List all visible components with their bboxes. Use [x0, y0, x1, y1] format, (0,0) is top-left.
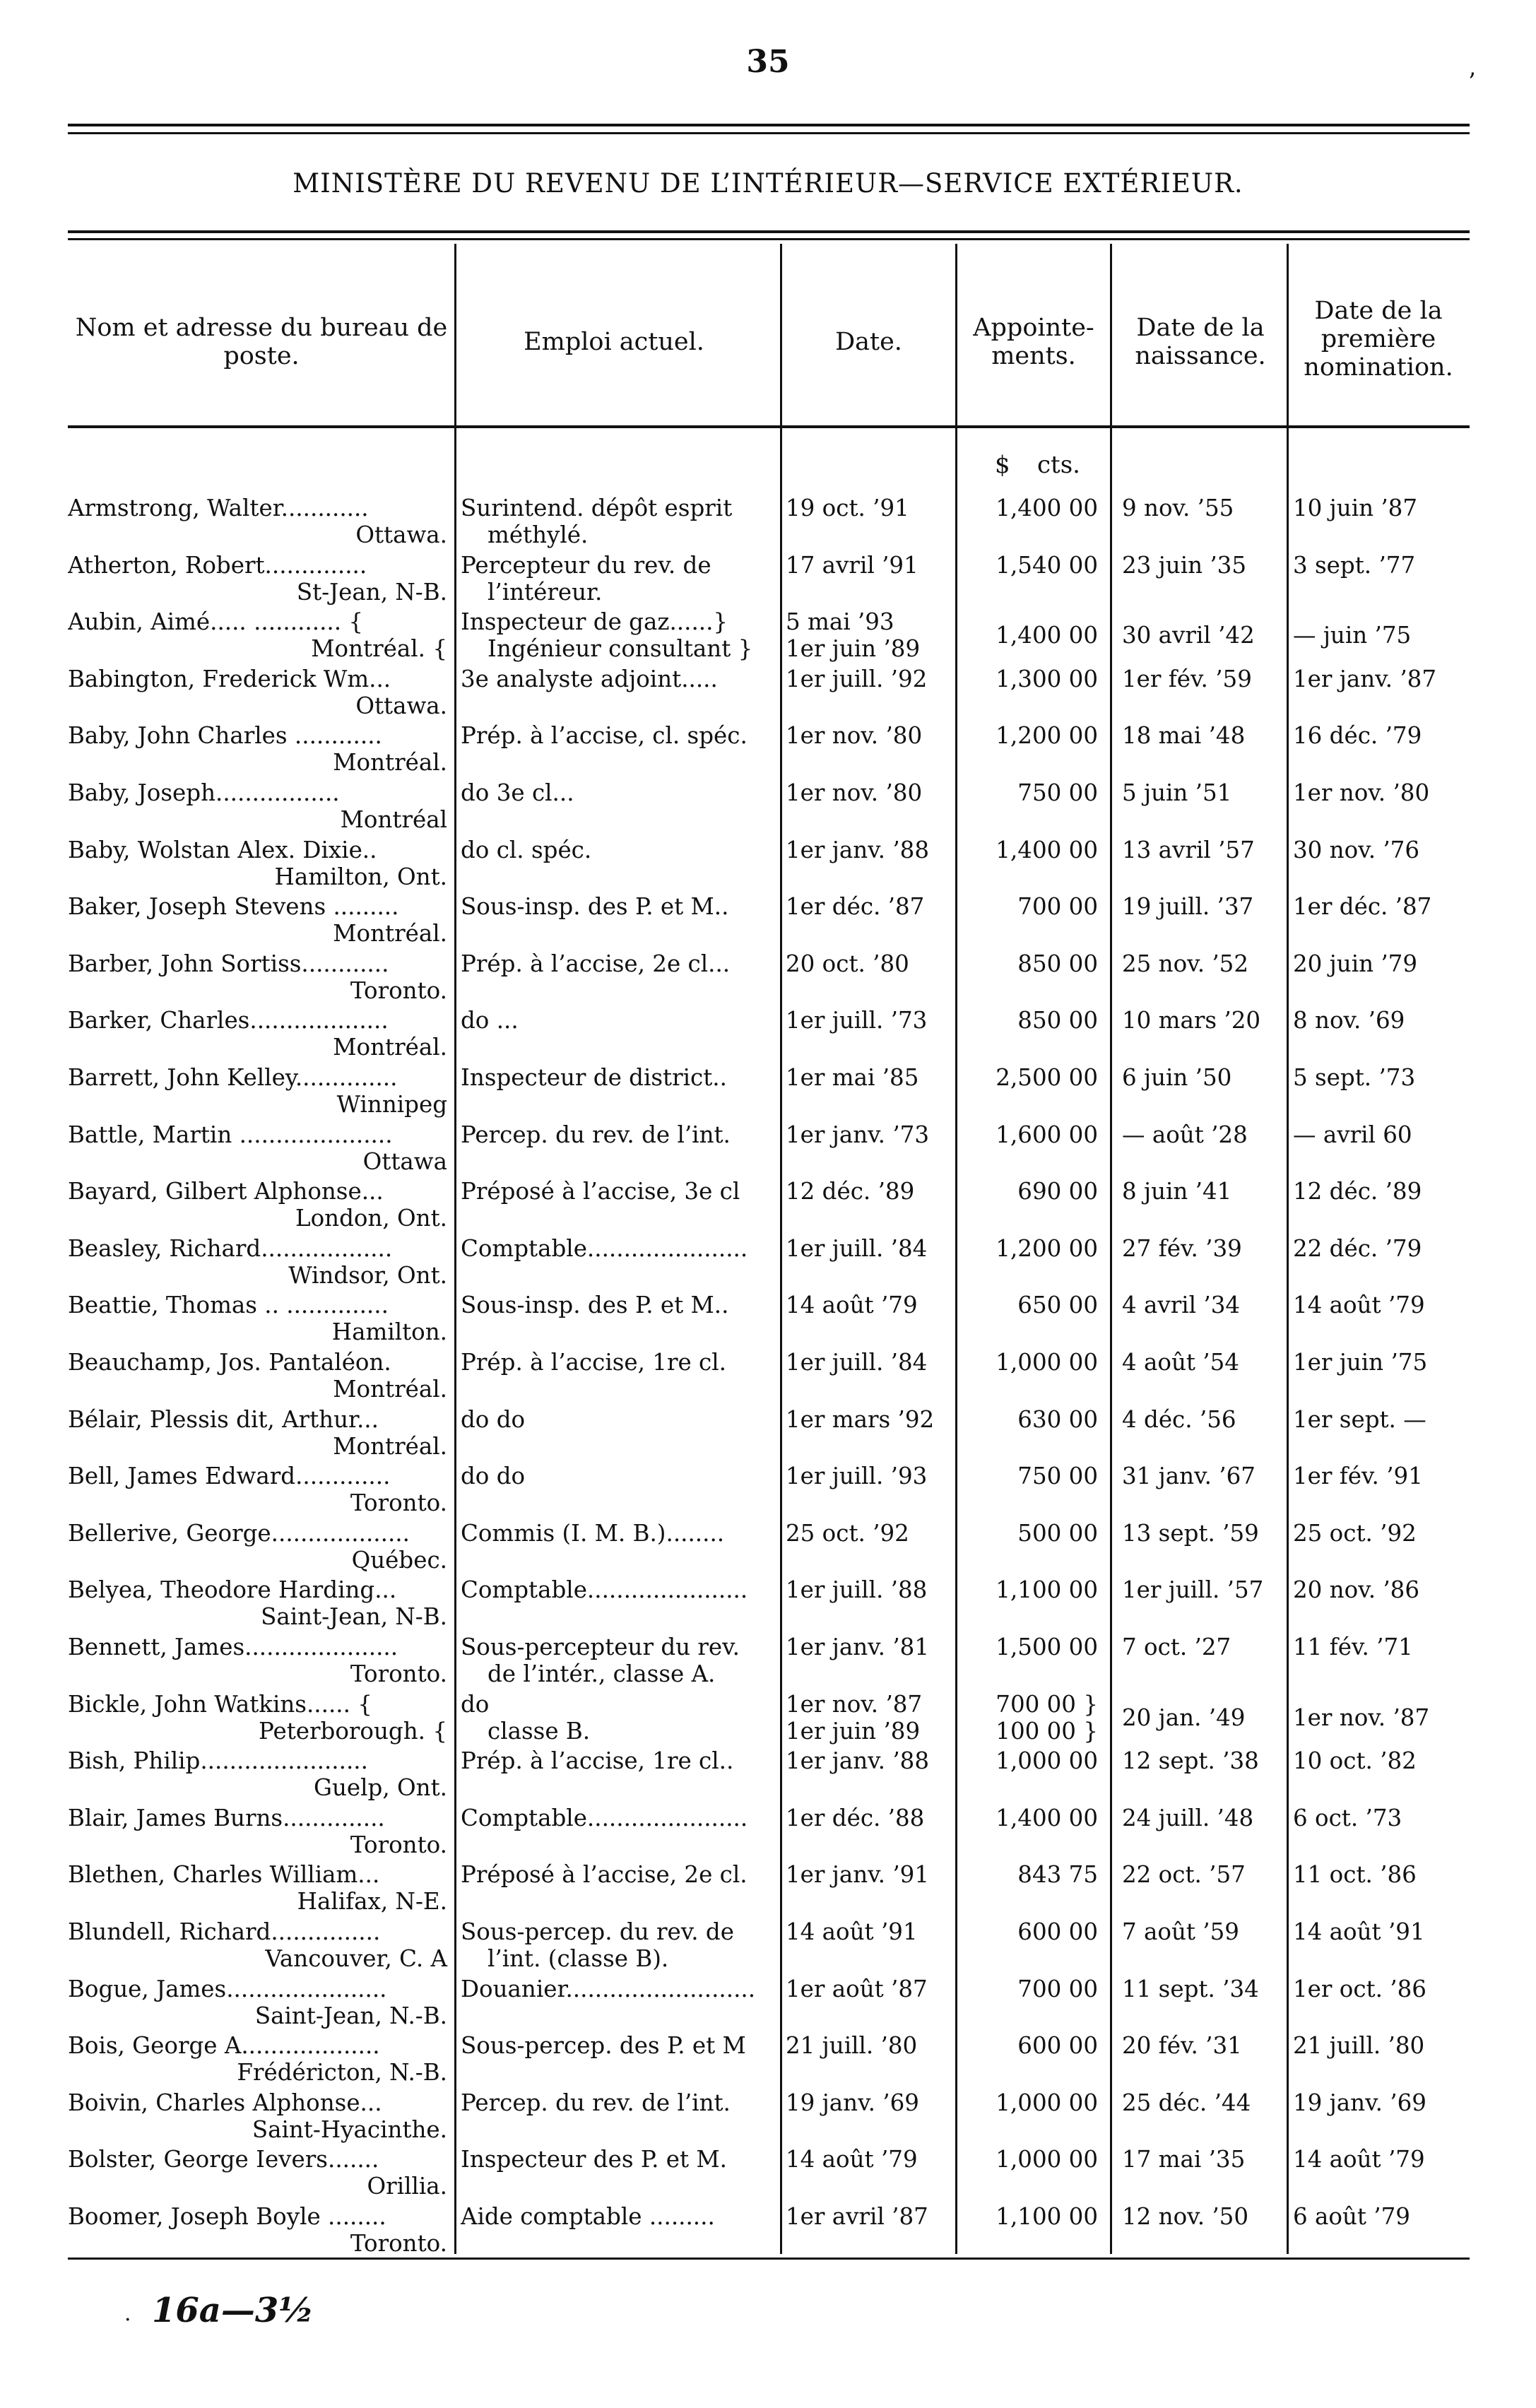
cell-appointements: 750 00 [1017, 779, 1098, 806]
cell-address: Toronto. [350, 1660, 447, 1687]
cell-address: Ottawa [362, 1148, 447, 1175]
cell-date: 1er juill. ’88 [786, 1576, 928, 1603]
cell-emploi: do do [461, 1463, 526, 1489]
cell-nomination: 1er sept. — [1293, 1406, 1426, 1433]
cell-naissance: 1er juill. ’57 [1122, 1576, 1264, 1603]
footer-rule [68, 2258, 1470, 2260]
cell-emploi: Sous-insp. des P. et M.. [461, 1292, 729, 1318]
cell-date: 12 déc. ’89 [786, 1178, 915, 1205]
cell-nomination: 22 déc. ’79 [1293, 1235, 1422, 1262]
cell-address: Halifax, N-E. [297, 1888, 447, 1915]
cell-appointements: 1,540 00 [996, 552, 1098, 579]
cell-nomination: 1er janv. ’87 [1293, 666, 1437, 692]
column-header-emploi: Emploi actuel. [524, 328, 704, 356]
cell-naissance: 30 avril ’42 [1122, 622, 1255, 649]
cell-emploi-continued: l’intéreur. [488, 579, 603, 606]
cell-emploi-continued: l’int. (classe B). [488, 1945, 669, 1972]
cell-nomination: 14 août ’91 [1293, 1918, 1425, 1945]
cell-emploi-continued: Ingénieur consultant } [488, 635, 753, 662]
cell-naissance: 18 mai ’48 [1122, 722, 1246, 749]
cell-name: Bélair, Plessis dit, Arthur... [68, 1406, 379, 1433]
cell-emploi: Sous-insp. des P. et M.. [461, 893, 729, 920]
cell-emploi: Prép. à l’accise, cl. spéc. [461, 722, 748, 749]
cell-appointements: 1,400 00 [996, 837, 1098, 863]
cell-date: 1er janv. ’73 [786, 1121, 930, 1148]
cell-name: Barrett, John Kelley.............. [68, 1064, 398, 1091]
cell-emploi: Douanier.......................... [461, 1976, 756, 2002]
cell-appointements: 630 00 [1017, 1406, 1098, 1433]
cell-naissance: — août ’28 [1122, 1121, 1248, 1148]
cell-date: 1er juill. ’84 [786, 1349, 928, 1376]
cell-address: London, Ont. [295, 1205, 447, 1232]
cell-naissance: 13 avril ’57 [1122, 837, 1255, 863]
cell-name: Blethen, Charles William... [68, 1861, 380, 1888]
cell-appointements: 600 00 [1017, 2032, 1098, 2059]
cell-name: Beasley, Richard.................. [68, 1235, 393, 1262]
cell-nomination: 8 nov. ’69 [1293, 1007, 1405, 1034]
cell-naissance: 8 juin ’41 [1122, 1178, 1232, 1205]
cell-name: Beauchamp, Jos. Pantaléon. [68, 1349, 391, 1376]
column-header-date: Date. [835, 328, 902, 356]
cell-address: Montréal. [333, 1433, 447, 1460]
cell-date: 1er nov. ’80 [786, 722, 923, 749]
cell-date: 1er juill. ’84 [786, 1235, 928, 1262]
cell-address: Montréal [340, 806, 447, 833]
cell-appointements: 700 00 [1017, 1976, 1098, 2002]
cell-appointements: 843 75 [1017, 1861, 1098, 1888]
cell-naissance: 4 août ’54 [1122, 1349, 1239, 1376]
cell-nomination: 20 nov. ’86 [1293, 1576, 1420, 1603]
cell-address: Saint-Hyacinthe. [252, 2116, 447, 2143]
cell-nomination: 1er nov. ’80 [1293, 779, 1430, 806]
page-number: 35 [746, 44, 790, 80]
cell-nomination: 1er déc. ’87 [1293, 893, 1432, 920]
cell-name: Bish, Philip....................... [68, 1747, 368, 1774]
cell-appointements: 500 00 [1017, 1520, 1098, 1547]
cell-name: Bayard, Gilbert Alphonse... [68, 1178, 384, 1205]
cell-nomination: 11 fév. ’71 [1293, 1634, 1413, 1660]
cell-name: Boomer, Joseph Boyle ........ [68, 2203, 386, 2230]
cell-nomination: 5 sept. ’73 [1293, 1064, 1416, 1091]
cell-appointements: 700 00 [1017, 893, 1098, 920]
cell-emploi: do cl. spéc. [461, 837, 592, 863]
cell-appointements: 600 00 [1017, 1918, 1098, 1945]
cell-emploi: Inspecteur de district.. [461, 1064, 727, 1091]
cell-naissance: 6 juin ’50 [1122, 1064, 1232, 1091]
cell-naissance: 1er fév. ’59 [1122, 666, 1252, 692]
cell-naissance: 23 juin ’35 [1122, 552, 1247, 579]
cell-nomination: 16 déc. ’79 [1293, 722, 1422, 749]
cell-naissance: 4 déc. ’56 [1122, 1406, 1236, 1433]
cell-date: 25 oct. ’92 [786, 1520, 909, 1547]
column-divider-4 [1110, 244, 1112, 2254]
cell-emploi-continued: classe B. [488, 1718, 591, 1745]
header-double-rule-2 [68, 238, 1470, 240]
cell-name: Blair, James Burns.............. [68, 1805, 385, 1831]
cell-name: Bickle, John Watkins...... { [68, 1691, 372, 1718]
cell-name: Baby, Joseph................. [68, 779, 340, 806]
cell-naissance: 17 mai ’35 [1122, 2146, 1246, 2173]
cell-naissance: 20 fév. ’31 [1122, 2032, 1242, 2059]
header-bottom-rule [68, 425, 1470, 428]
cell-nomination: 12 déc. ’89 [1293, 1178, 1422, 1205]
cell-emploi: Prép. à l’accise, 2e cl... [461, 950, 731, 977]
cell-emploi: 3e analyste adjoint..... [461, 666, 718, 692]
cell-emploi: Percep. du rev. de l’int. [461, 2089, 731, 2116]
cell-address: Ottawa. [355, 521, 447, 548]
cell-emploi: do do [461, 1406, 526, 1433]
cell-name: Babington, Frederick Wm... [68, 666, 391, 692]
cell-emploi: Préposé à l’accise, 3e cl [461, 1178, 740, 1205]
cell-emploi: Préposé à l’accise, 2e cl. [461, 1861, 748, 1888]
column-divider-5 [1287, 244, 1289, 2254]
cell-address: Peterborough. { [259, 1718, 447, 1745]
cell-appointements: 1,100 00 [996, 2203, 1098, 2230]
cell-name: Bellerive, George................... [68, 1520, 410, 1547]
cell-date: 1er janv. ’81 [786, 1634, 930, 1660]
cell-date-second: 1er juin ’89 [786, 1718, 921, 1745]
cell-naissance: 24 juill. ’48 [1122, 1805, 1254, 1831]
column-divider-1 [454, 244, 456, 2254]
cell-appointements: 1,400 00 [996, 1805, 1098, 1831]
cell-date: 1er janv. ’88 [786, 837, 930, 863]
cell-naissance: 22 oct. ’57 [1122, 1861, 1246, 1888]
column-header-appointements: Appointe-ments. [973, 314, 1094, 370]
column-header-naissance: Date de la naissance. [1135, 314, 1266, 370]
cell-emploi: Prép. à l’accise, 1re cl. [461, 1349, 726, 1376]
cell-address: Montréal. [333, 1376, 447, 1403]
header-double-rule-1 [68, 230, 1470, 233]
cell-date: 14 août ’91 [786, 1918, 918, 1945]
bottom-mark: · [124, 2308, 131, 2332]
cell-emploi: do ... [461, 1007, 519, 1034]
cell-name: Armstrong, Walter............ [68, 495, 369, 521]
cell-naissance: 20 jan. ’49 [1122, 1704, 1246, 1731]
cell-appointements: 850 00 [1017, 950, 1098, 977]
cell-appointements: 1,000 00 [996, 1349, 1098, 1376]
cell-date: 19 janv. ’69 [786, 2089, 919, 2116]
cell-date: 1er juill. ’92 [786, 666, 928, 692]
cell-nomination: 10 oct. ’82 [1293, 1747, 1417, 1774]
cell-date: 1er juill. ’93 [786, 1463, 928, 1489]
cell-name: Blundell, Richard............... [68, 1918, 381, 1945]
cell-address: Ottawa. [355, 692, 447, 719]
cell-emploi: Sous-percep. des P. et M [461, 2032, 746, 2059]
cell-address: Vancouver, C. A [265, 1945, 447, 1972]
cell-name: Bogue, James...................... [68, 1976, 387, 2002]
cell-address: Toronto. [350, 1489, 447, 1516]
cell-date: 1er déc. ’87 [786, 893, 925, 920]
cell-naissance: 31 janv. ’67 [1122, 1463, 1256, 1489]
column-header-nomination: Date de la première nomination. [1304, 297, 1453, 382]
top-double-rule-1 [68, 124, 1470, 126]
cell-naissance: 12 sept. ’38 [1122, 1747, 1259, 1774]
cell-appointements: 1,000 00 [996, 2089, 1098, 2116]
cell-address: Orillia. [367, 2173, 447, 2200]
cell-naissance: 19 juill. ’37 [1122, 893, 1254, 920]
column-divider-3 [955, 244, 957, 2254]
cell-name: Boivin, Charles Alphonse... [68, 2089, 382, 2116]
column-header-name: Nom et adresse du bureau de poste. [75, 314, 448, 370]
cell-name: Bell, James Edward............. [68, 1463, 391, 1489]
cell-naissance: 5 juin ’51 [1122, 779, 1232, 806]
cell-name: Barker, Charles................... [68, 1007, 389, 1034]
cell-emploi: Prép. à l’accise, 1re cl.. [461, 1747, 734, 1774]
cell-naissance: 12 nov. ’50 [1122, 2203, 1249, 2230]
page-title: MINISTÈRE DU REVENU DE L’INTÉRIEUR—SERVICE EXTÉRIEUR. [293, 168, 1243, 199]
cell-appointements: 1,600 00 [996, 1121, 1098, 1148]
cell-name: Belyea, Theodore Harding... [68, 1576, 397, 1603]
cell-address: Montréal. { [311, 635, 447, 662]
cell-appointements: 650 00 [1017, 1292, 1098, 1318]
cell-name: Battle, Martin ..................... [68, 1121, 393, 1148]
cell-nomination: 1er juin ’75 [1293, 1349, 1428, 1376]
cell-date: 1er juill. ’73 [786, 1007, 928, 1034]
cell-emploi: Sous-percep. du rev. de [461, 1918, 734, 1945]
cell-address: Toronto. [350, 977, 447, 1004]
cell-address: St-Jean, N-B. [296, 579, 447, 606]
cell-name: Atherton, Robert.............. [68, 552, 367, 579]
cell-appointements: 1,400 00 [996, 495, 1098, 521]
cell-address: Québec. [351, 1547, 447, 1574]
cell-emploi: Aide comptable ......... [461, 2203, 715, 2230]
cell-address: Winnipeg [336, 1091, 447, 1118]
cell-nomination: 6 août ’79 [1293, 2203, 1410, 2230]
cell-address: Hamilton. [331, 1318, 447, 1345]
cell-date: 1er mars ’92 [786, 1406, 935, 1433]
cell-nomination: 1er oct. ’86 [1293, 1976, 1426, 2002]
cell-naissance: 9 nov. ’55 [1122, 495, 1234, 521]
cell-appointements-second: 100 00 } [996, 1718, 1098, 1745]
cell-nomination: 25 oct. ’92 [1293, 1520, 1417, 1547]
cell-appointements: 1,200 00 [996, 1235, 1098, 1262]
cell-date: 1er mai ’85 [786, 1064, 919, 1091]
cell-name: Baby, Wolstan Alex. Dixie.. [68, 837, 377, 863]
footer-signature: 16a—3½ [152, 2291, 314, 2330]
cell-emploi: Surintend. dépôt esprit [461, 495, 733, 521]
cell-address: Frédéricton, N.-B. [237, 2059, 447, 2086]
cell-date: 20 oct. ’80 [786, 950, 909, 977]
cell-date: 5 mai ’93 [786, 608, 894, 635]
cell-appointements: 1,400 00 [996, 622, 1098, 649]
cell-nomination: 1er nov. ’87 [1293, 1704, 1430, 1731]
cell-name: Baker, Joseph Stevens ......... [68, 893, 399, 920]
cell-nomination: 11 oct. ’86 [1293, 1861, 1417, 1888]
cell-emploi: Commis (I. M. B.)........ [461, 1520, 725, 1547]
cell-emploi: do 3e cl... [461, 779, 574, 806]
cell-appointements: 750 00 [1017, 1463, 1098, 1489]
cell-date: 1er nov. ’80 [786, 779, 923, 806]
cell-address: Toronto. [350, 2230, 447, 2257]
cell-name: Bolster, George Ievers....... [68, 2146, 379, 2173]
cell-appointements: 1,200 00 [996, 722, 1098, 749]
cell-emploi: Percepteur du rev. de [461, 552, 711, 579]
cell-emploi: Comptable...................... [461, 1576, 748, 1603]
cell-name: Bois, George A................... [68, 2032, 380, 2059]
cell-emploi: do [461, 1691, 490, 1718]
cell-emploi: Percep. du rev. de l’int. [461, 1121, 731, 1148]
cell-date: 1er avril ’87 [786, 2203, 928, 2230]
corner-mark: ’ [1468, 68, 1476, 96]
cell-nomination: 10 juin ’87 [1293, 495, 1418, 521]
cell-appointements: 1,100 00 [996, 1576, 1098, 1603]
cell-address: Hamilton, Ont. [274, 863, 447, 890]
cell-address: Guelp, Ont. [314, 1774, 447, 1801]
cell-appointements: 1,300 00 [996, 666, 1098, 692]
cell-nomination: 19 janv. ’69 [1293, 2089, 1426, 2116]
cell-naissance: 7 oct. ’27 [1122, 1634, 1231, 1660]
cell-name: Beattie, Thomas .. .............. [68, 1292, 389, 1318]
cell-name: Baby, John Charles ............ [68, 722, 382, 749]
cell-emploi-continued: de l’intér., classe A. [488, 1660, 716, 1687]
cell-date: 1er janv. ’88 [786, 1747, 930, 1774]
cell-appointements: 690 00 [1017, 1178, 1098, 1205]
cell-emploi: Inspecteur de gaz......} [461, 608, 728, 635]
cell-nomination: 3 sept. ’77 [1293, 552, 1416, 579]
cell-emploi: Comptable...................... [461, 1805, 748, 1831]
cell-naissance: 4 avril ’34 [1122, 1292, 1241, 1318]
cell-appointements: 1,000 00 [996, 1747, 1098, 1774]
cell-date-second: 1er juin ’89 [786, 635, 921, 662]
cell-date: 1er nov. ’87 [786, 1691, 923, 1718]
cell-address: Montréal. [333, 1034, 447, 1061]
cell-emploi: Comptable...................... [461, 1235, 748, 1262]
cell-emploi-continued: méthylé. [488, 521, 589, 548]
cell-appointements: 850 00 [1017, 1007, 1098, 1034]
unit-dollars: $ [995, 451, 1010, 479]
cell-naissance: 10 mars ’20 [1122, 1007, 1261, 1034]
cell-nomination: 30 nov. ’76 [1293, 837, 1420, 863]
cell-date: 19 oct. ’91 [786, 495, 909, 521]
cell-name: Aubin, Aimé..... ............ { [68, 608, 364, 635]
cell-date: 14 août ’79 [786, 2146, 918, 2173]
cell-naissance: 25 nov. ’52 [1122, 950, 1249, 977]
cell-date: 17 avril ’91 [786, 552, 918, 579]
cell-naissance: 27 fév. ’39 [1122, 1235, 1242, 1262]
cell-name: Barber, John Sortiss............ [68, 950, 389, 977]
cell-emploi: Sous-percepteur du rev. [461, 1634, 740, 1660]
cell-date: 14 août ’79 [786, 1292, 918, 1318]
cell-date: 1er déc. ’88 [786, 1805, 925, 1831]
cell-appointements: 1,000 00 [996, 2146, 1098, 2173]
unit-cents: cts. [1037, 451, 1080, 479]
cell-nomination: 6 oct. ’73 [1293, 1805, 1402, 1831]
column-divider-2 [780, 244, 782, 2254]
cell-naissance: 11 sept. ’34 [1122, 1976, 1259, 2002]
cell-date: 1er août ’87 [786, 1976, 928, 2002]
cell-appointements: 700 00 } [996, 1691, 1098, 1718]
cell-date: 21 juill. ’80 [786, 2032, 918, 2059]
cell-address: Toronto. [350, 1831, 447, 1858]
cell-naissance: 13 sept. ’59 [1122, 1520, 1259, 1547]
cell-appointements: 1,500 00 [996, 1634, 1098, 1660]
cell-naissance: 25 déc. ’44 [1122, 2089, 1251, 2116]
cell-emploi: Inspecteur des P. et M. [461, 2146, 728, 2173]
cell-date: 1er janv. ’91 [786, 1861, 930, 1888]
cell-nomination: 21 juill. ’80 [1293, 2032, 1425, 2059]
cell-address: Saint-Jean, N-B. [261, 1603, 447, 1630]
cell-name: Bennett, James..................... [68, 1634, 398, 1660]
cell-naissance: 7 août ’59 [1122, 1918, 1239, 1945]
cell-nomination: 14 août ’79 [1293, 2146, 1425, 2173]
cell-nomination: 14 août ’79 [1293, 1292, 1425, 1318]
cell-appointements: 2,500 00 [996, 1064, 1098, 1091]
cell-address: Windsor, Ont. [288, 1262, 447, 1289]
cell-address: Montréal. [333, 749, 447, 776]
cell-nomination: — juin ’75 [1293, 622, 1412, 649]
cell-nomination: — avril 60 [1293, 1121, 1412, 1148]
cell-nomination: 1er fév. ’91 [1293, 1463, 1423, 1489]
top-double-rule-2 [68, 132, 1470, 134]
cell-address: Montréal. [333, 920, 447, 947]
cell-nomination: 20 juin ’79 [1293, 950, 1418, 977]
cell-address: Saint-Jean, N.-B. [254, 2002, 447, 2029]
